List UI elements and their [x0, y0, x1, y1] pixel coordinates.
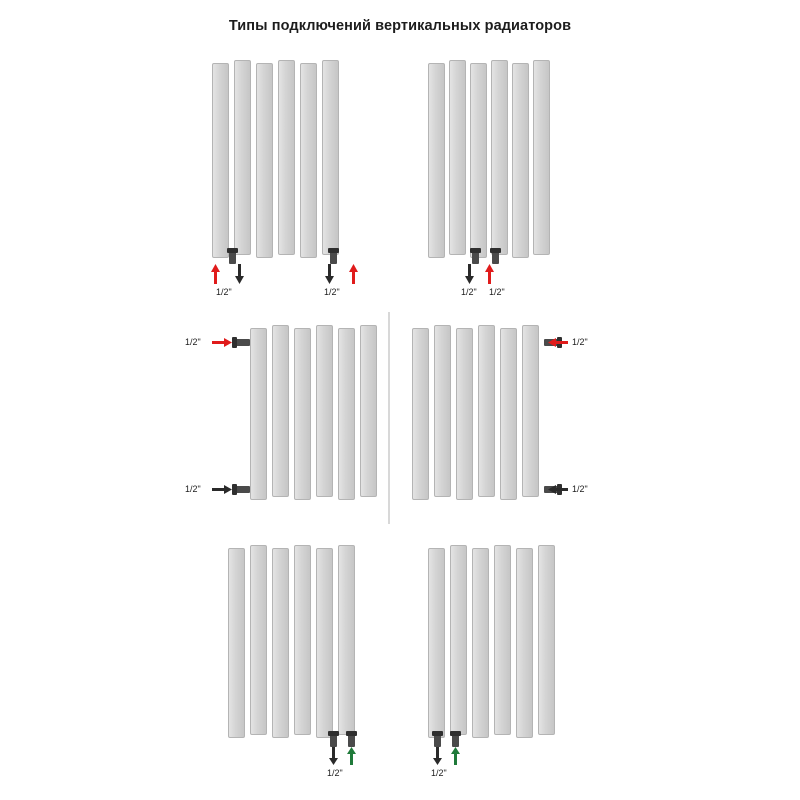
radiator-fin [470, 63, 487, 258]
flow-arrow-in [210, 264, 221, 284]
radiator-fin [278, 60, 295, 255]
connector-nipple [348, 735, 355, 747]
connector-cap [432, 731, 443, 736]
radiator-fin [491, 60, 508, 255]
connector-cap [328, 731, 339, 736]
page-title: Типы подключений вертикальных радиаторов [228, 18, 572, 34]
radiator-side-left-diagonal [250, 325, 382, 505]
flow-arrow-out [234, 264, 245, 284]
flow-arrow-in [548, 337, 568, 348]
flow-arrow-out [432, 747, 443, 765]
radiator-bottom-right-pair [228, 545, 360, 740]
radiator-fin [272, 548, 289, 738]
size-label: 1/2" [461, 287, 477, 297]
vertical-divider [388, 312, 390, 524]
radiator-fin [494, 545, 511, 735]
radiator-fin [294, 545, 311, 735]
radiator-fin [360, 325, 377, 497]
size-label: 1/2" [327, 768, 343, 778]
connector-cap [227, 248, 238, 253]
connector-nipple [229, 252, 236, 264]
connector-cap [232, 484, 237, 495]
radiator-fin [316, 325, 333, 497]
radiator-fin [300, 63, 317, 258]
connector-nipple [330, 735, 337, 747]
connector-nipple [236, 486, 250, 493]
size-label: 1/2" [324, 287, 340, 297]
connector-nipple [434, 735, 441, 747]
connector-cap [470, 248, 481, 253]
radiator-fin [472, 548, 489, 738]
radiator-fin [256, 63, 273, 258]
connector-nipple [236, 339, 250, 346]
radiator-fin [250, 328, 267, 500]
radiator-fin [478, 325, 495, 497]
connector-cap [450, 731, 461, 736]
radiator-fin [533, 60, 550, 255]
size-label: 1/2" [489, 287, 505, 297]
radiator-bottom-opposite-wide [212, 60, 352, 260]
size-label: 1/2" [216, 287, 232, 297]
radiator-fin [456, 328, 473, 500]
radiator-fin [449, 60, 466, 255]
radiator-fin [538, 545, 555, 735]
radiator-bottom-center [428, 60, 558, 260]
radiator-fin [434, 325, 451, 497]
radiator-fin [322, 60, 339, 255]
size-label: 1/2" [572, 484, 588, 494]
radiator-fin [250, 545, 267, 735]
size-label: 1/2" [185, 484, 201, 494]
radiator-fin [228, 548, 245, 738]
flow-arrow-out [212, 484, 232, 495]
radiator-fin [316, 548, 333, 738]
flow-arrow-in [450, 747, 461, 765]
flow-arrow-in [348, 264, 359, 284]
radiator-fin [338, 328, 355, 500]
connector-cap [346, 731, 357, 736]
flow-arrow-out [328, 747, 339, 765]
flow-arrow-in [212, 337, 232, 348]
connector-nipple [330, 252, 337, 264]
size-label: 1/2" [185, 337, 201, 347]
size-label: 1/2" [431, 768, 447, 778]
flow-arrow-out [464, 264, 475, 284]
radiator-fin [500, 328, 517, 500]
flow-arrow-in [484, 264, 495, 284]
connector-nipple [472, 252, 479, 264]
radiator-fin [428, 63, 445, 258]
radiator-fin [234, 60, 251, 255]
radiator-fin [294, 328, 311, 500]
radiator-fin [412, 328, 429, 500]
radiator-fin [450, 545, 467, 735]
flow-arrow-out [548, 484, 568, 495]
connector-nipple [492, 252, 499, 264]
radiator-fin [272, 325, 289, 497]
flow-arrow-out [324, 264, 335, 284]
radiator-fin [338, 545, 355, 735]
radiator-fin [512, 63, 529, 258]
radiator-fin [516, 548, 533, 738]
flow-arrow-in [346, 747, 357, 765]
size-label: 1/2" [572, 337, 588, 347]
connector-cap [490, 248, 501, 253]
radiator-fin [522, 325, 539, 497]
radiator-bottom-left-pair [428, 545, 560, 740]
connector-cap [232, 337, 237, 348]
connector-cap [328, 248, 339, 253]
radiator-fin [212, 63, 229, 258]
radiator-side-right-diagonal [412, 325, 544, 505]
radiator-fin [428, 548, 445, 738]
connector-nipple [452, 735, 459, 747]
